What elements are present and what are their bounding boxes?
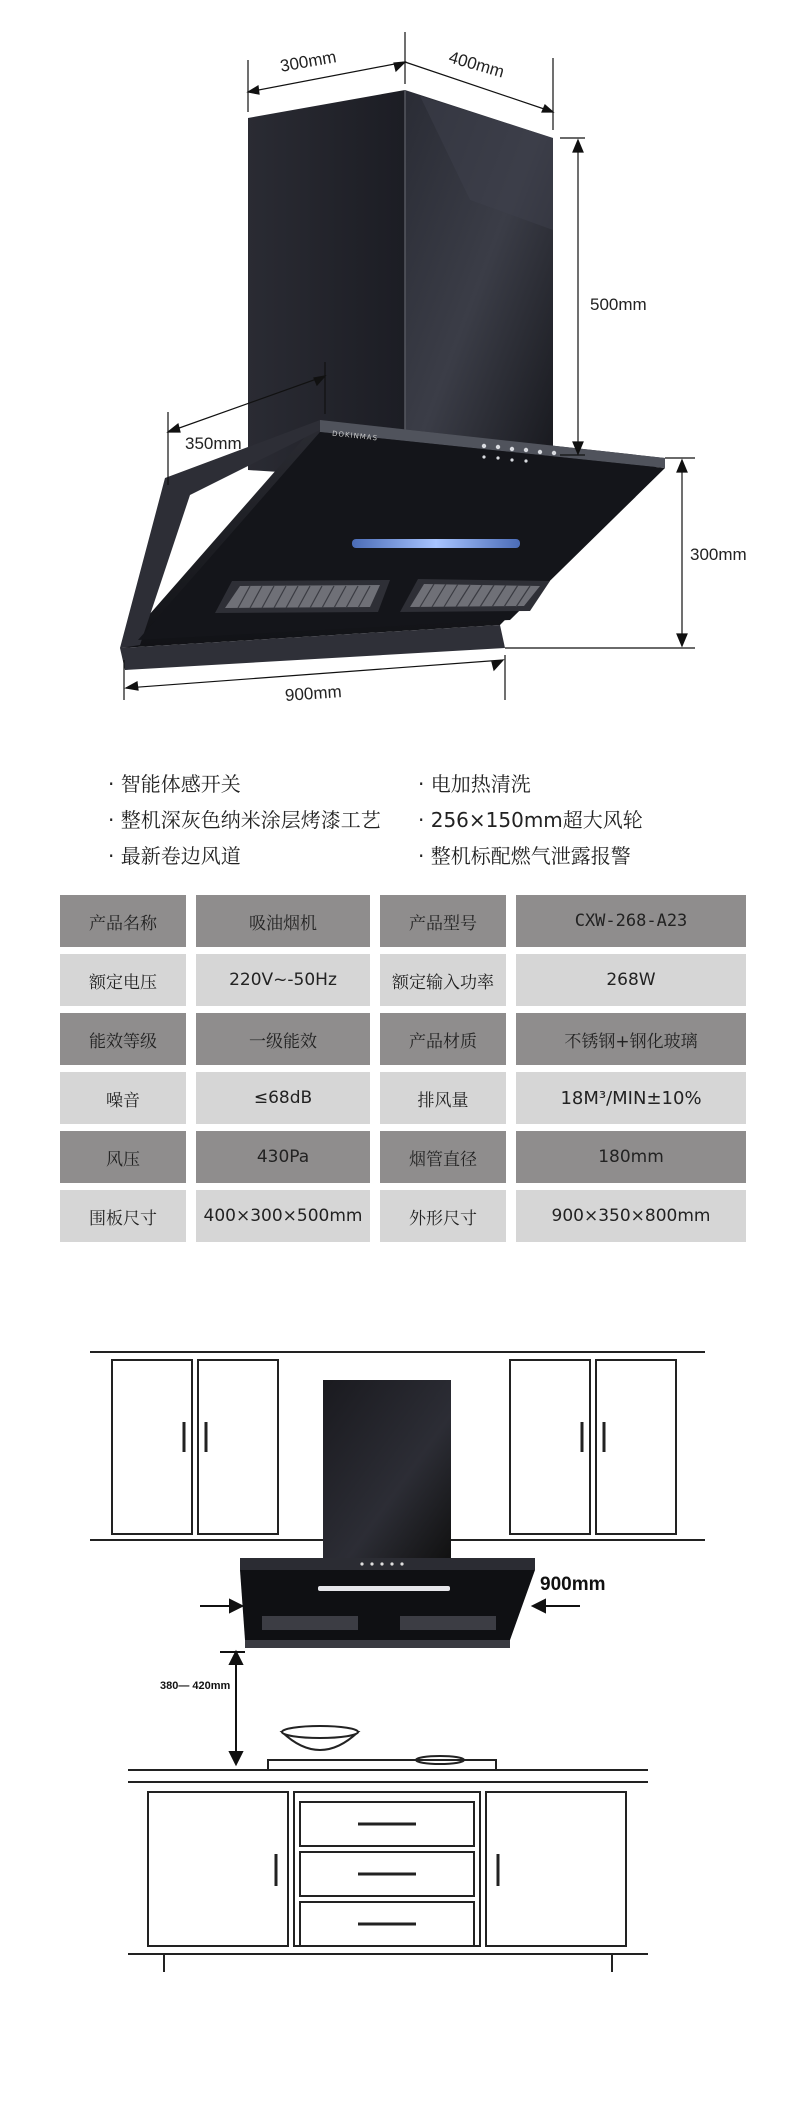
spec-value: ≤68dB	[196, 1072, 370, 1124]
left-filter	[215, 580, 390, 613]
installation-diagram	[0, 1330, 790, 2115]
spec-value: 18M³/MIN±10%	[516, 1072, 746, 1124]
spec-label: 产品名称	[60, 895, 186, 947]
upper-cabinet-left	[112, 1360, 278, 1534]
spec-value: 400×300×500mm	[196, 1190, 370, 1242]
feature-item: · 最新卷边风道	[108, 844, 241, 868]
spec-label: 风压	[60, 1131, 186, 1183]
install-height-label: 380— 420mm	[160, 1680, 231, 1692]
spec-label: 额定输入功率	[380, 954, 506, 1006]
hood-body	[120, 420, 665, 670]
brand-logo: DOKINMAS	[331, 429, 379, 443]
spec-label: 产品型号	[380, 895, 506, 947]
spec-value: 180mm	[516, 1131, 746, 1183]
height-arrow	[220, 1652, 245, 1764]
feature-item: · 256×150mm超大风轮	[418, 808, 643, 832]
spec-label: 能效等级	[60, 1013, 186, 1065]
chimney-cover	[248, 90, 553, 480]
right-filter	[400, 579, 550, 612]
kitchen-counter	[128, 1726, 648, 1972]
dim-label-hood-height: 300mm	[690, 545, 747, 564]
feature-item: · 整机标配燃气泄露报警	[418, 844, 631, 868]
dim-label-side-depth: 350mm	[185, 434, 242, 453]
spec-label: 外形尺寸	[380, 1190, 506, 1242]
spec-label: 烟管直径	[380, 1131, 506, 1183]
feature-item: · 整机深灰色纳米涂层烤漆工艺	[108, 808, 381, 832]
install-width-label: 900mm	[540, 1574, 606, 1595]
spec-label: 围板尺寸	[60, 1190, 186, 1242]
spec-value: 220V~-50Hz	[196, 954, 370, 1006]
spec-label: 噪音	[60, 1072, 186, 1124]
spec-value: 吸油烟机	[196, 895, 370, 947]
spec-label: 产品材质	[380, 1013, 506, 1065]
installed-range-hood	[240, 1380, 535, 1648]
dim-label-chimney-height: 500mm	[590, 295, 647, 314]
spec-value: 900×350×800mm	[516, 1190, 746, 1242]
spec-value: 268W	[516, 954, 746, 1006]
dim-label-top-width: 300mm	[278, 47, 338, 76]
spec-value: 一级能效	[196, 1013, 370, 1065]
range-hood-dimension-diagram	[0, 0, 790, 720]
feature-item: · 电加热清洗	[418, 772, 531, 796]
spec-value: 不锈钢+钢化玻璃	[516, 1013, 746, 1065]
upper-cabinet-right	[510, 1360, 676, 1534]
feature-item: · 智能体感开关	[108, 772, 241, 796]
dim-label-total-width: 900mm	[284, 682, 343, 705]
spec-value: 430Pa	[196, 1131, 370, 1183]
spec-label: 额定电压	[60, 954, 186, 1006]
spec-label: 排风量	[380, 1072, 506, 1124]
spec-value: CXW-268-A23	[516, 895, 746, 947]
dim-label-top-depth: 400mm	[446, 47, 507, 82]
